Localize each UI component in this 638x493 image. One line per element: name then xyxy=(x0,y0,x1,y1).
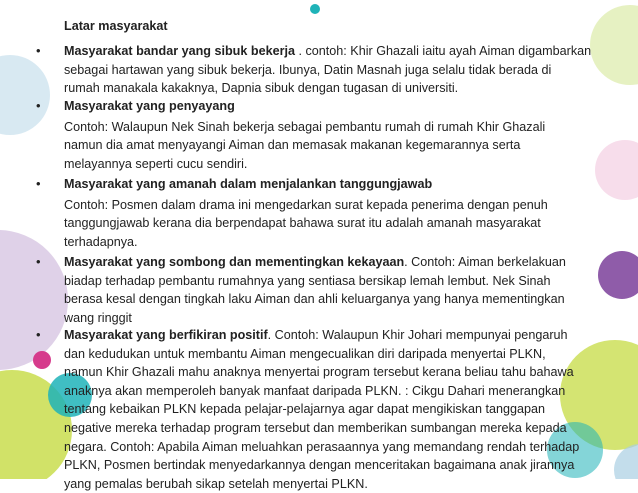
item-body-line: tentang kebaikan PLKN kepada pelajar-pelajarnya agar dapat mengikiskan tanggapan xyxy=(64,402,545,417)
item-body-line: . contoh: Khir Ghazali iaitu ayah Aiman digambarkan xyxy=(295,44,592,58)
item-body-line: namun Khir Ghazali mahu anaknya menyertai program tersebut kerana beliau tahu bahawa xyxy=(64,365,574,380)
item-body-line: negative mereka terhadap program tersebut dan memberikan sumbangan mereka kepada xyxy=(64,420,567,435)
bullet-item-2 xyxy=(36,97,604,173)
item-body-line: sebagai hartawan yang sibuk bekerja. Ibunya, Datin Masnah juga selalu tidak berada di xyxy=(64,62,552,77)
item-body-line: . Contoh: Aiman berkelakuan xyxy=(404,255,566,269)
bullet-marker: • xyxy=(36,98,41,113)
bullet-item-4 xyxy=(36,253,604,327)
bullet-item-1 xyxy=(36,42,604,98)
item-body-line: yang pemalas berubah sikap setelah menyertai PLKN. xyxy=(64,476,368,491)
item-body-line: berasa kesal dengan tingkah laku Aiman dan ahli keluarganya yang hanya mementingkan xyxy=(64,292,565,307)
item-body-line: rumah manakala kakaknya, Dapnia sibuk dengan tugasan di universiti. xyxy=(64,81,459,96)
item-title: Masyarakat bandar yang sibuk bekerja xyxy=(64,44,295,58)
bullet-marker: • xyxy=(36,327,41,342)
bullet-item-3 xyxy=(36,175,604,251)
bullet-marker: • xyxy=(36,176,41,191)
item-body-line: Contoh: Posmen dalam drama ini mengedarkan surat kepada penerima dengan penuh xyxy=(64,197,548,212)
item-title: Masyarakat yang amanah dalam menjalankan tanggungjawab xyxy=(64,177,433,191)
item-body-line: anaknya akan memperoleh banyak manfaat daripada PLKN. : Cikgu Dahari menerangkan xyxy=(64,383,566,398)
item-body-line: PLKN, Posmen bertindak menyedarkannya dengan menceritakan bagaimana anak jirannya xyxy=(64,458,575,473)
bullet-item-5 xyxy=(36,326,604,493)
item-body-line: melayannya seperti cucu sendiri. xyxy=(64,156,248,171)
item-body-line: . Contoh: Walaupun Khir Johari mempunyai pengaruh xyxy=(267,328,568,342)
item-body-line: biadap terhadap pembantu rumahnya yang sentiasa bersikap lemah lembut. Nek Sinah xyxy=(64,273,551,288)
item-body-line: negara. Contoh: Apabila Aiman meluahkan perasaannya yang memandang rendah terhadap xyxy=(64,439,580,454)
item-body-line: namun dia amat menyayangi Aiman dan memasak makanan kegemarannya serta xyxy=(64,138,521,153)
slide-heading: Latar masyarakat xyxy=(64,19,168,33)
item-body-line: dan kedudukan untuk membantu Aiman mengecualikan diri daripada menyertai PLKN, xyxy=(64,346,546,361)
item-body-line: wang ringgit xyxy=(64,310,132,325)
item-title: Masyarakat yang penyayang xyxy=(64,99,235,113)
item-title: Masyarakat yang berfikiran positif xyxy=(64,328,268,342)
item-body-line: Contoh: Walaupun Nek Sinah bekerja sebagai pembantu rumah di rumah Khir Ghazali xyxy=(64,119,546,134)
bullet-marker: • xyxy=(36,43,41,58)
item-body-line: tanggungjawab kerana dia berpendapat bahawa surat itu adalah amanah masyarakat xyxy=(64,216,541,231)
bullet-marker: • xyxy=(36,254,41,269)
item-title: Masyarakat yang sombong dan mementingkan kekayaan xyxy=(64,255,405,269)
item-body-line: terhadapnya. xyxy=(64,234,138,249)
